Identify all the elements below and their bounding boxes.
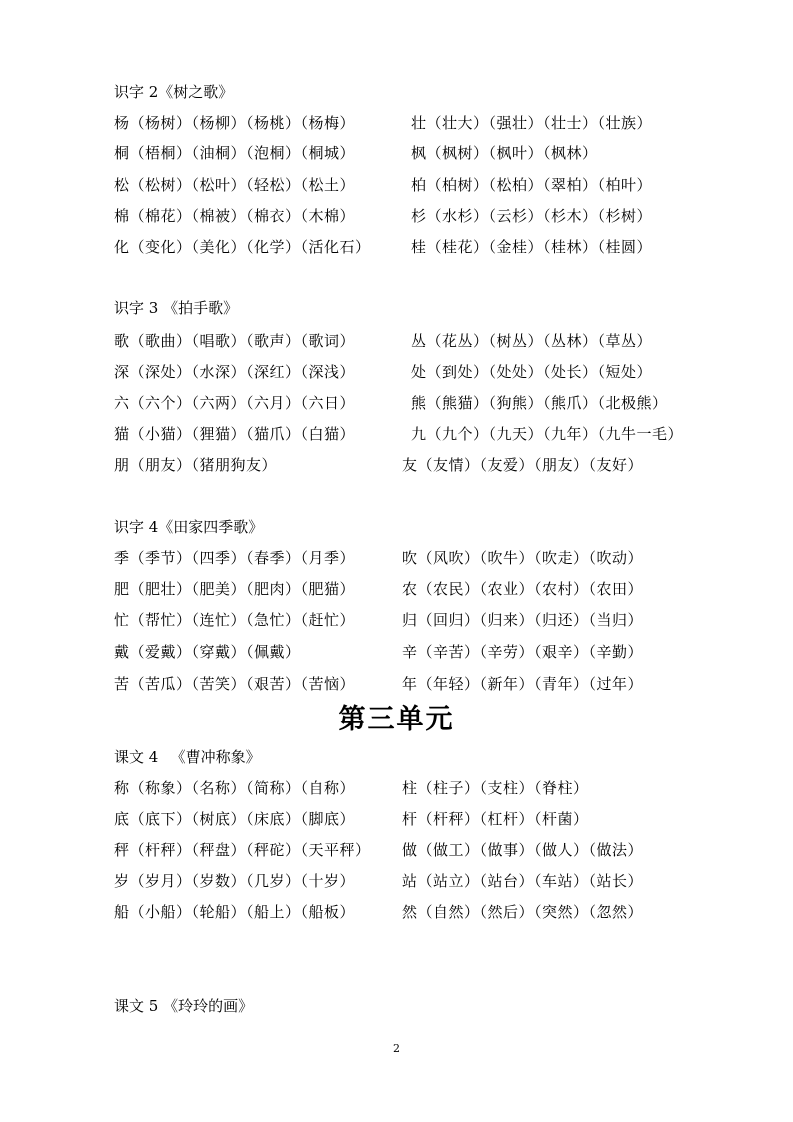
vocab-entry-left: 季（季节）（四季）（春季）（月季） (114, 549, 356, 567)
vocab-entry-right: 九（九个）（九天）（九年）（九牛一毛） (411, 425, 684, 443)
vocab-row (114, 776, 714, 800)
vocab-row (114, 838, 714, 862)
vocab-entry-right: 熊（熊猫）（狗熊）（熊爪）（北极熊） (411, 394, 668, 412)
page-number: 2 (393, 1042, 400, 1055)
vocab-entry-right: 柱（柱子）（支柱）（脊柱） (402, 779, 589, 797)
vocab-entry-right: 然（自然）（然后）（突然）（忽然） (402, 903, 644, 921)
vocab-entry-left: 船（小船）（轮船）（船上）（船板） (114, 903, 356, 921)
vocab-entry-right: 站（站立）（站台）（车站）（站长） (402, 872, 644, 890)
vocab-entry-left: 肥（肥壮）（肥美）（肥肉）（肥猫） (114, 580, 356, 598)
vocab-entry-left: 苦（苦瓜）（苦笑）（艰苦）（苦恼） (114, 675, 356, 693)
vocab-row (114, 141, 714, 165)
vocab-entry-right: 年（年轻）（新年）（青年）（过年） (402, 675, 644, 693)
vocab-entry-right: 桂（桂花）（金桂）（桂林）（桂圆） (411, 238, 653, 256)
vocab-entry-right: 丛（花丛）（树丛）（丛林）（草丛） (411, 332, 653, 350)
vocab-entry-right: 枫（枫树）（枫叶）（枫林） (411, 144, 598, 162)
vocab-row (114, 360, 714, 384)
vocab-row (114, 546, 714, 570)
vocab-entry-left: 六（六个）（六两）（六月）（六日） (114, 394, 356, 412)
lesson-title-5: 课文 5 《玲玲的画》 (114, 997, 254, 1015)
vocab-row (114, 640, 714, 664)
vocab-entry-right: 处（到处）（处处）（处长）（短处） (411, 363, 653, 381)
vocab-entry-right: 归（回归）（归来）（归还）（当归） (402, 611, 644, 629)
section-title-shizi-2: 识字 2《树之歌》 (114, 83, 234, 101)
vocab-entry-left: 杨（杨树）（杨柳）（杨桃）（杨梅） (114, 114, 356, 132)
vocab-entry-left: 松（松树）（松叶）（轻松）（松土） (114, 176, 356, 194)
vocab-entry-right: 辛（辛苦）（辛劳）（艰辛）（辛勤） (402, 643, 644, 661)
vocab-row (114, 453, 714, 477)
vocab-entry-right: 友（友情）（友爱）（朋友）（友好） (402, 456, 644, 474)
lesson-title-4: 课文 4 《曹冲称象》 (114, 748, 261, 766)
vocab-entry-left: 忙（帮忙）（连忙）（急忙）（赶忙） (114, 611, 356, 629)
vocab-row (114, 422, 714, 446)
vocab-entry-right: 做（做工）（做事）（做人）（做法） (402, 841, 644, 859)
vocab-row (114, 204, 714, 228)
vocab-entry-right: 杉（水杉）（云杉）（杉木）（杉树） (411, 207, 653, 225)
vocab-row (114, 111, 714, 135)
vocab-row (114, 900, 714, 924)
vocab-row (114, 391, 714, 415)
vocab-entry-left: 称（称象）（名称）（简称）（自称） (114, 779, 356, 797)
vocab-row (114, 173, 714, 197)
vocab-entry-left: 桐（梧桐）（油桐）（泡桐）（桐城） (114, 144, 356, 162)
vocab-entry-left: 朋（朋友）（猪朋狗友） (114, 456, 278, 474)
vocab-entry-left: 岁（岁月）（岁数）（几岁）（十岁） (114, 872, 356, 890)
vocab-entry-left: 底（底下）（树底）（床底）（脚底） (114, 810, 356, 828)
vocab-row (114, 235, 714, 259)
vocab-row (114, 577, 714, 601)
vocab-row (114, 807, 714, 831)
vocab-entry-left: 深（深处）（水深）（深红）（深浅） (114, 363, 356, 381)
section-title-shizi-4: 识字 4《田家四季歌》 (114, 518, 264, 536)
vocab-entry-left: 秤（杆秤）（秤盘）（秤砣）（天平秤） (114, 841, 371, 859)
vocab-entry-right: 壮（壮大）（强壮）（壮士）（壮族） (411, 114, 653, 132)
vocab-entry-left: 歌（歌曲）（唱歌）（歌声）（歌词） (114, 332, 356, 350)
vocab-row (114, 672, 714, 696)
vocab-entry-right: 农（农民）（农业）（农村）（农田） (402, 580, 644, 598)
vocab-row (114, 869, 714, 893)
vocab-entry-left: 猫（小猫）（狸猫）（猫爪）（白猫） (114, 425, 356, 443)
vocab-entry-left: 棉（棉花）（棉被）（棉衣）（木棉） (114, 207, 356, 225)
unit-heading: 第三单元 (338, 704, 455, 735)
section-title-shizi-3: 识字 3 《拍手歌》 (114, 299, 239, 317)
vocab-entry-right: 吹（风吹）（吹牛）（吹走）（吹动） (402, 549, 644, 567)
vocab-row (114, 608, 714, 632)
vocab-entry-left: 戴（爱戴）（穿戴）（佩戴） (114, 643, 301, 661)
vocab-entry-right: 杆（杆秤）（杠杆）（杆菌） (402, 810, 589, 828)
vocab-row (114, 329, 714, 353)
vocab-entry-right: 柏（柏树）（松柏）（翠柏）（柏叶） (411, 176, 653, 194)
vocab-entry-left: 化（变化）（美化）（化学）（活化石） (114, 238, 371, 256)
